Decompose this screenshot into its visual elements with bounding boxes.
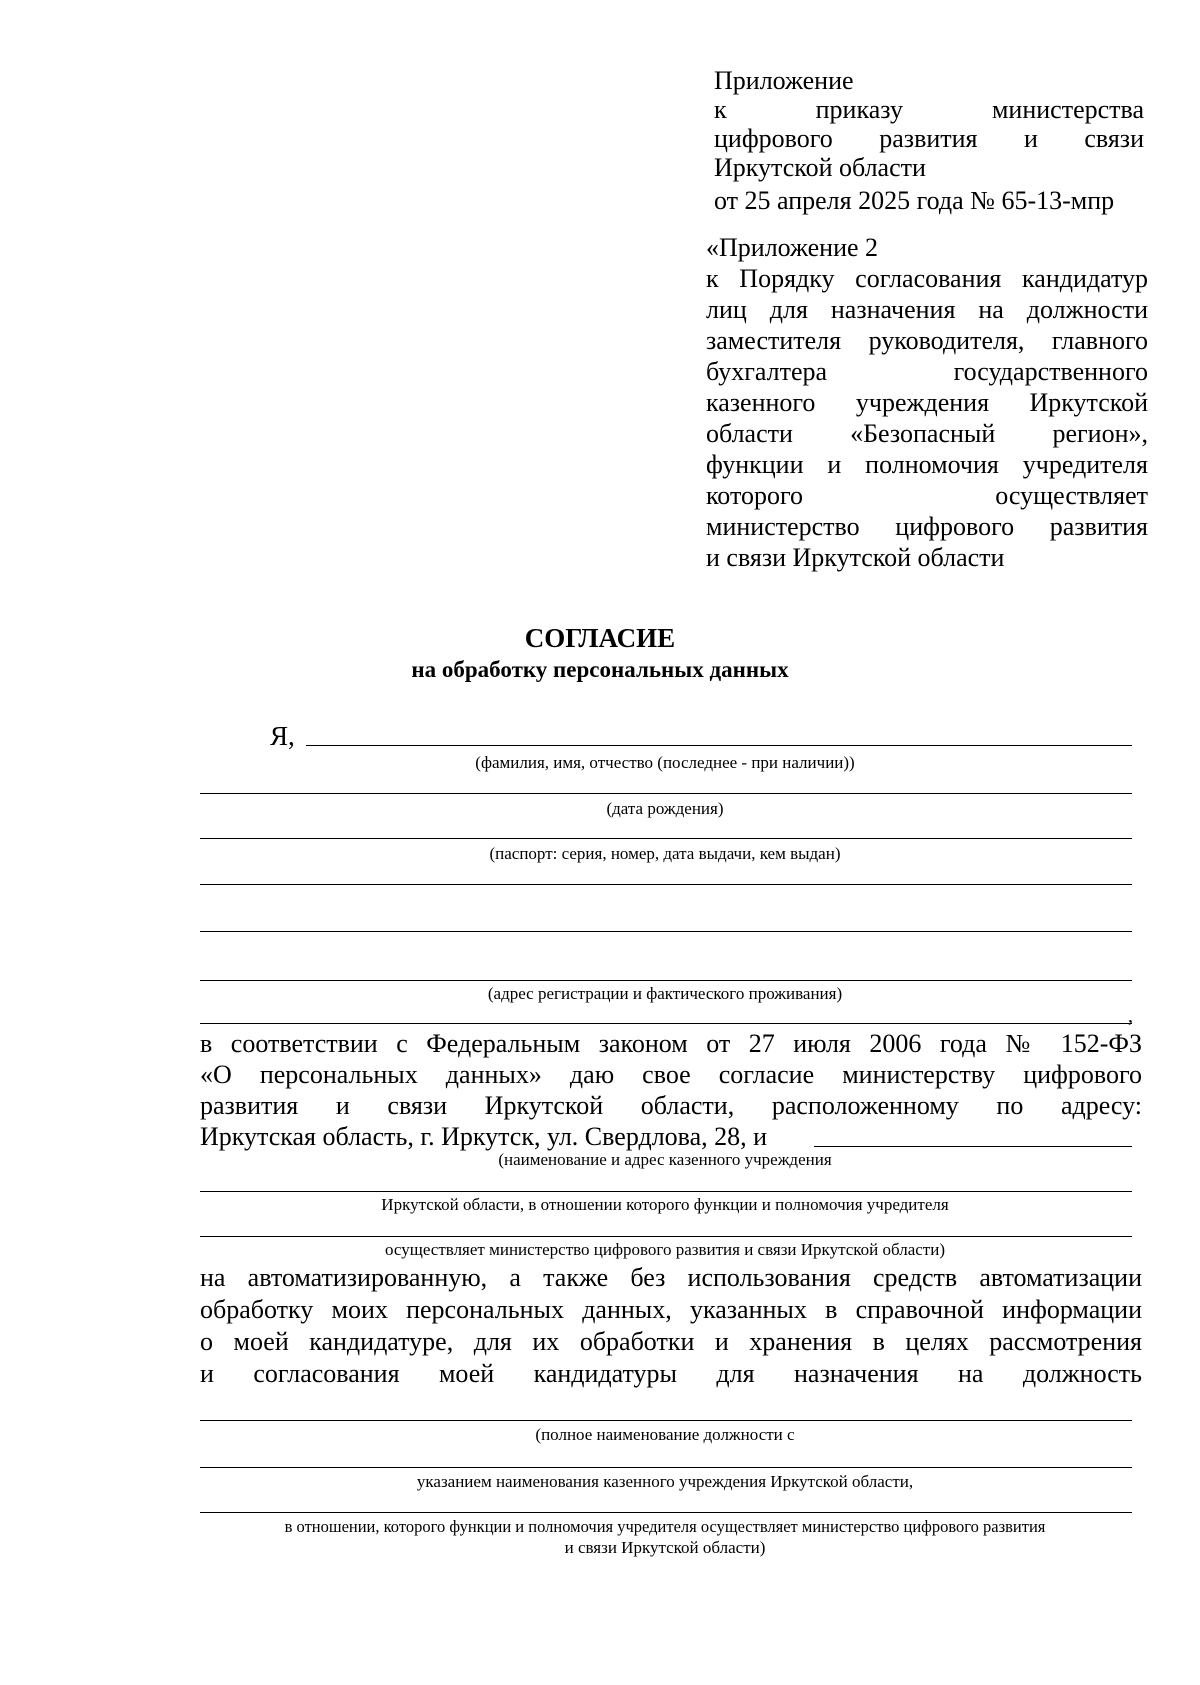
birth-caption: (дата рождения) [606,799,724,818]
institution-caption: осуществляет министерство цифрового развития и связи Иркутской области) [384,1240,945,1259]
position-fill-line-1 [200,1420,1132,1421]
body-line: в соответствии с Федеральным законом от 27 июля 2006 года № 152-ФЗ [200,1029,1142,1058]
address-fill-line-3 [200,980,1132,981]
document-title: СОГЛАСИЕ [524,623,676,653]
appendix-header-line: лиц для назначения на должности [706,295,1148,324]
appendix-header-line: министерство цифрового развития [706,512,1148,541]
position-fill-line-3 [200,1512,1132,1513]
document-subtitle: на обработку персональных данных [411,657,789,682]
appendix-header-line: области «Безопасный регион», [706,419,1148,448]
appendix-header-line: и связи Иркутской области [706,543,1005,572]
position-caption: (полное наименование должности с [535,1425,795,1444]
institution-caption: (наименование и адрес казенного учреждения [498,1150,832,1169]
passport-caption: (паспорт: серия, номер, дата выдачи, кем выдан) [489,844,841,863]
body-line: «О персональных данных» даю свое согласие министерству цифрового [200,1060,1142,1089]
address-fill-line-1 [200,884,1132,885]
position-fill-line-2 [200,1467,1132,1468]
institution-fill-line-2 [200,1191,1132,1192]
position-caption: указанием наименования казенного учреждения Иркутской области, [416,1472,914,1491]
address-caption: (адрес регистрации и фактического проживания) [487,984,843,1003]
address-fill-line-2 [200,931,1132,932]
fio-fill-line [306,745,1132,746]
passport-fill-line [200,838,1132,839]
order-header-line: Иркутской области [714,153,926,182]
fio-caption: (фамилия, имя, отчество (последнее - при наличии)) [475,753,855,772]
body-line: Иркутская область, г. Иркутск, ул. Свердлова, 28, и [200,1122,768,1151]
consent-paragraph-2 [200,1262,1142,1390]
institution-fill-line-3 [200,1236,1132,1237]
appendix-header-line: заместителя руководителя, главного [706,326,1148,355]
institution-caption: Иркутской области, в отношении которого функции и полномочия учредителя [381,1195,949,1214]
appendix-header-line: которого осуществляет [706,481,1148,510]
appendix-header-line: «Приложение 2 [706,233,879,262]
lead-pronoun: Я, [270,721,295,751]
address-extra-line [200,1023,1132,1024]
body-line: на автоматизированную, а также без использования средств автоматизации [200,1263,1142,1292]
appendix-header-line: функции и полномочия учредителя [706,450,1148,479]
order-header-line: цифрового развития и связи [714,124,1144,153]
body-line: и согласования моей кандидатуры для назначения на должность [200,1359,1142,1388]
appendix-header-line: казенного учреждения Иркутской [706,388,1148,417]
body-line: развития и связи Иркутской области, расположенному по адресу: [200,1091,1142,1120]
address-trailing-comma: , [1128,1005,1133,1027]
appendix-header [706,232,1148,573]
consent-paragraph-1 [200,1028,1142,1152]
body-line: обработку моих персональных данных, указанных в справочной информации [200,1295,1142,1324]
position-caption: и связи Иркутской области) [564,1538,766,1557]
order-header-line: к приказу министерства [714,95,1144,124]
institution-fill-line-1 [814,1146,1132,1147]
order-header-line: Приложение [714,66,854,95]
birth-fill-line [200,793,1132,794]
appendix-header-line: к Порядку согласования кандидатур [706,264,1148,293]
appendix-header-line: бухгалтера государственного [706,357,1148,386]
order-header [714,66,1144,215]
position-caption: в отношении, которого функции и полномочия учредителя осуществляет министерство цифрового развития [284,1517,1046,1536]
order-date-number: от 25 апреля 2025 года № 65-13-мпр [714,186,1115,215]
body-line: о моей кандидатуре, для их обработки и хранения в целях рассмотрения [200,1327,1142,1356]
